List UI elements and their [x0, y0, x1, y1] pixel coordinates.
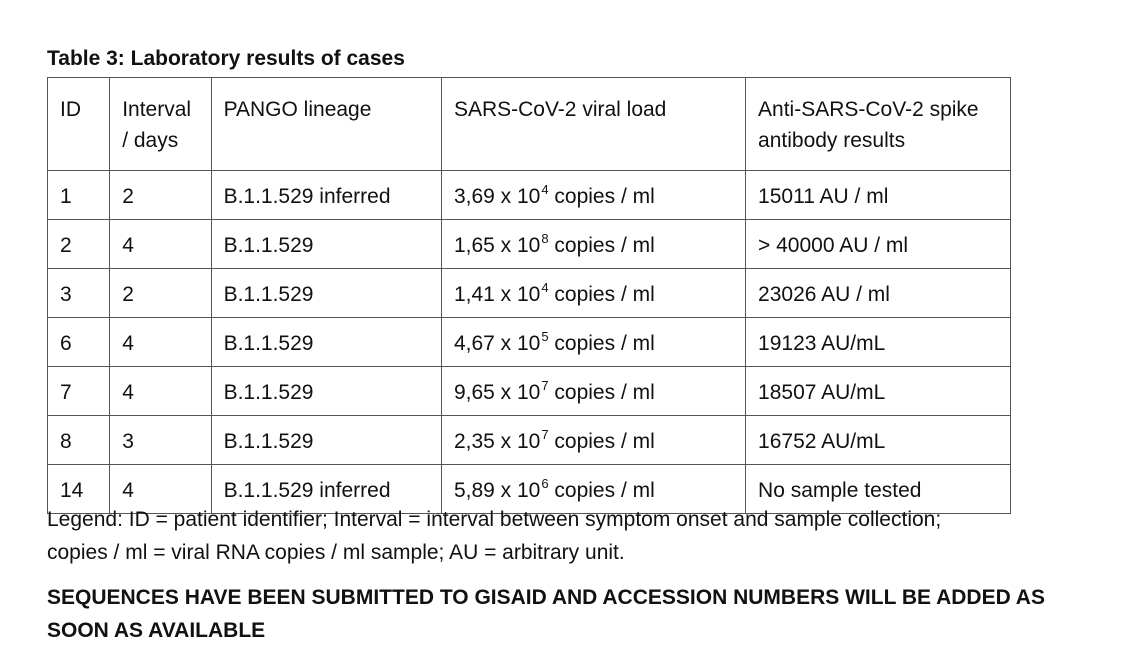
- cell-id: 7: [48, 367, 110, 416]
- table-row: [48, 220, 1011, 269]
- cell-id: 2: [48, 220, 110, 269]
- header-interval: [110, 78, 211, 171]
- header-interval-line1: Interval: [122, 98, 192, 121]
- header-antibody: [746, 78, 1011, 171]
- cell-antibody: 18507 AU/mL: [746, 367, 1011, 416]
- cell-id: 3: [48, 269, 110, 318]
- header-antibody-line2: antibody results: [758, 129, 906, 152]
- cell-id: 14: [48, 465, 110, 514]
- cell-antibody: 23026 AU / ml: [746, 269, 1011, 318]
- cell-pango: B.1.1.529: [211, 269, 441, 318]
- cell-interval: 3: [110, 416, 211, 465]
- cell-viral-load: 4,67 x $10^5$ copies / ml: [441, 318, 745, 367]
- notice-line-2: SOON AS AVAILABLE: [47, 619, 266, 642]
- load-exponent: 7: [541, 427, 549, 442]
- lab-results-table: [47, 77, 1011, 514]
- cell-pango: B.1.1.529 inferred: [211, 171, 441, 220]
- cell-id: 1: [48, 171, 110, 220]
- legend-line-2: copies / ml = viral RNA copies / ml sample; AU = arbitrary unit.: [47, 541, 625, 564]
- submission-notice: [47, 581, 1087, 647]
- cell-pango: B.1.1.529: [211, 220, 441, 269]
- table-row: [48, 171, 1011, 220]
- cell-viral-load: 1,65 x $10^8$ copies / ml: [441, 220, 745, 269]
- cell-id: 8: [48, 416, 110, 465]
- table-caption: Table 3: Laboratory results of cases: [47, 47, 405, 70]
- load-exponent: 6: [541, 476, 549, 491]
- table-legend: [47, 503, 1107, 569]
- cell-viral-load: 9,65 x $10^7$ copies / ml: [441, 367, 745, 416]
- load-exponent: 4: [541, 182, 549, 197]
- cell-antibody: > 40000 AU / ml: [746, 220, 1011, 269]
- cell-antibody: 15011 AU / ml: [746, 171, 1011, 220]
- cell-id: 6: [48, 318, 110, 367]
- load-exponent: 7: [541, 378, 549, 393]
- cell-viral-load: 3,69 x $10^4$ copies / ml: [441, 171, 745, 220]
- cell-interval: 2: [110, 269, 211, 318]
- cell-pango: B.1.1.529 inferred: [211, 465, 441, 514]
- load-exponent: 5: [541, 329, 549, 344]
- cell-pango: B.1.1.529: [211, 318, 441, 367]
- header-pango: PANGO lineage: [211, 78, 441, 171]
- cell-antibody: 16752 AU/mL: [746, 416, 1011, 465]
- header-interval-line2: / days: [122, 129, 179, 152]
- cell-antibody: 19123 AU/mL: [746, 318, 1011, 367]
- cell-pango: B.1.1.529: [211, 367, 441, 416]
- cell-interval: 4: [110, 367, 211, 416]
- notice-line-1: SEQUENCES HAVE BEEN SUBMITTED TO GISAID AND ACCESSION NUMBERS WILL BE ADDED AS: [47, 586, 1045, 609]
- load-exponent: 4: [541, 280, 549, 295]
- table-row: [48, 269, 1011, 318]
- header-id: ID: [48, 78, 110, 171]
- table-row: [48, 367, 1011, 416]
- table-header-row: [48, 78, 1011, 171]
- header-antibody-line1: Anti-SARS-CoV-2 spike: [758, 98, 979, 121]
- cell-pango: B.1.1.529: [211, 416, 441, 465]
- cell-interval: 4: [110, 220, 211, 269]
- cell-viral-load: 5,89 x $10^6$ copies / ml: [441, 465, 745, 514]
- header-viral-load: SARS-CoV-2 viral load: [441, 78, 745, 171]
- cell-viral-load: 2,35 x $10^7$ copies / ml: [441, 416, 745, 465]
- cell-viral-load: 1,41 x $10^4$ copies / ml: [441, 269, 745, 318]
- load-exponent: 8: [541, 231, 549, 246]
- cell-interval: 4: [110, 465, 211, 514]
- cell-antibody: No sample tested: [746, 465, 1011, 514]
- table-row: [48, 318, 1011, 367]
- legend-line-1: Legend: ID = patient identifier; Interval = interval between symptom onset and sample collection;: [47, 508, 942, 531]
- cell-interval: 4: [110, 318, 211, 367]
- table-row: [48, 416, 1011, 465]
- cell-interval: 2: [110, 171, 211, 220]
